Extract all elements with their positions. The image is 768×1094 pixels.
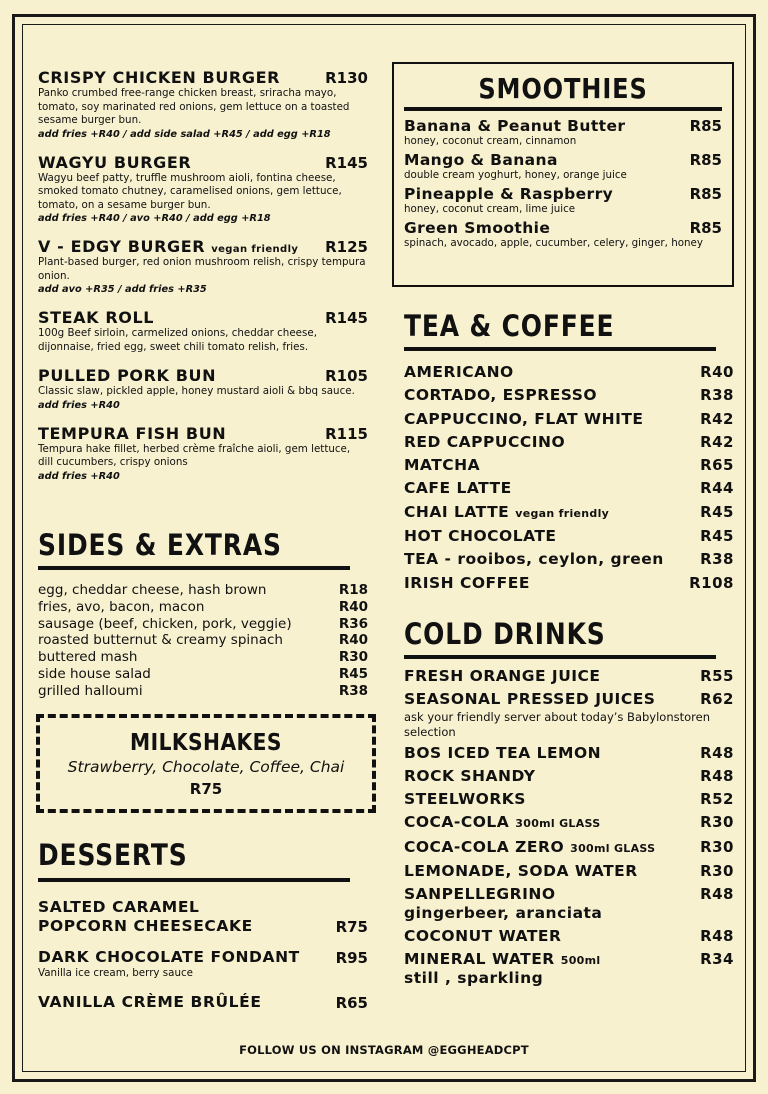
menu-item-title bbox=[38, 424, 226, 443]
menu-item-tag: vegan friendly bbox=[211, 244, 299, 255]
drink-item bbox=[404, 477, 734, 500]
drink-price: R52 bbox=[700, 790, 734, 809]
side-item bbox=[38, 582, 368, 599]
drink-name: IRISH COFFEE bbox=[404, 573, 530, 592]
cold-drinks-list bbox=[404, 665, 734, 987]
tea-coffee-section bbox=[392, 309, 734, 595]
drink-title bbox=[404, 925, 561, 948]
side-item bbox=[38, 649, 368, 666]
menu-item bbox=[38, 68, 368, 141]
menu-item-description: Wagyu beef patty, truffle mushroom aioli, fontina cheese, smoked tomato chutney, caramelised onions, gem lettuce, tomato, on a sesame burger bun. bbox=[38, 171, 342, 211]
drink-price: R108 bbox=[689, 573, 734, 592]
side-item bbox=[38, 616, 368, 633]
menu-item bbox=[38, 237, 368, 296]
desserts-title: DESSERTS bbox=[38, 838, 188, 872]
smoothie-header bbox=[404, 117, 722, 135]
drink-tag: vegan friendly bbox=[515, 506, 610, 520]
drink-item bbox=[404, 811, 734, 835]
drink-title bbox=[404, 765, 535, 788]
drink-item bbox=[404, 501, 734, 525]
menu-item-description: Classic slaw, pickled apple, honey mustard aioli & bbq sauce. bbox=[38, 385, 355, 397]
dessert-item bbox=[38, 993, 368, 1012]
drink-name: AMERICANO bbox=[404, 363, 514, 381]
smoothie-price: R85 bbox=[689, 185, 722, 203]
milkshakes-flavours: Strawberry, Chocolate, Coffee, Chai bbox=[67, 758, 345, 776]
menu-item bbox=[38, 366, 368, 412]
drink-name: BOS ICED TEA LEMON bbox=[404, 743, 602, 762]
smoothie-item bbox=[404, 219, 722, 249]
menu-item-description: Plant-based burger, red onion mushroom relish, crispy tempura onion. bbox=[38, 256, 366, 282]
smoothie-header bbox=[404, 219, 722, 237]
drink-name: MINERAL WATER bbox=[404, 949, 555, 968]
drink-price: R38 bbox=[700, 550, 734, 569]
menu-item-addons: add fries +R40 bbox=[38, 399, 120, 411]
menu-item-addons: add fries +R40 bbox=[38, 470, 120, 482]
drink-price: R42 bbox=[700, 409, 734, 428]
drink-title bbox=[404, 431, 565, 454]
drink-title bbox=[404, 477, 512, 500]
menu-item-description: Tempura hake fillet, herbed crème fraîche aioli, gem lettuce, dill cucumbers, crispy onions bbox=[38, 442, 351, 468]
drink-name: CHAI LATTE bbox=[404, 502, 510, 521]
dessert-name-line: DARK CHOCOLATE FONDANT bbox=[38, 948, 300, 966]
drink-price: R48 bbox=[700, 926, 734, 945]
menu-item-header bbox=[38, 424, 368, 443]
drink-title bbox=[404, 788, 526, 811]
menu-item bbox=[38, 424, 368, 483]
drink-name: COCA-COLA bbox=[404, 813, 510, 832]
desserts-rule bbox=[38, 878, 350, 882]
drink-price: R30 bbox=[700, 862, 734, 881]
menu-item bbox=[38, 153, 368, 226]
drink-note: ask your friendly server about today’s Babylonstoren selection bbox=[404, 709, 710, 739]
menu-item-name: CRISPY CHICKEN BURGER bbox=[38, 68, 281, 87]
drink-title bbox=[404, 525, 557, 548]
dessert-header bbox=[38, 993, 368, 1012]
drink-price: R48 bbox=[700, 766, 734, 785]
milkshakes-price: R75 bbox=[189, 780, 223, 798]
menu-item-header bbox=[38, 153, 368, 172]
drink-title bbox=[404, 361, 514, 384]
footer-prefix: FOLLOW US ON INSTAGRAM bbox=[239, 1043, 428, 1057]
menu-item-price: R105 bbox=[325, 367, 368, 385]
dessert-name-line: POPCORN CHEESECAKE bbox=[38, 917, 253, 935]
drink-title bbox=[404, 548, 664, 571]
smoothie-price: R85 bbox=[689, 117, 722, 135]
dessert-price: R95 bbox=[335, 949, 368, 967]
menu-item-title bbox=[38, 237, 298, 256]
menu-item-addons: add avo +R35 / add fries +R35 bbox=[38, 284, 207, 295]
drink-item bbox=[404, 548, 734, 571]
smoothie-description: honey, coconut cream, lime juice bbox=[404, 203, 576, 215]
drink-title bbox=[404, 572, 530, 595]
dessert-name bbox=[38, 898, 253, 936]
smoothie-item bbox=[404, 185, 722, 215]
menu-item-title bbox=[38, 308, 154, 327]
menu-item-title bbox=[38, 366, 216, 385]
drink-price: R44 bbox=[700, 479, 734, 498]
sides-list bbox=[38, 582, 368, 700]
smoothie-description: spinach, avocado, apple, cucumber, celery, ginger, honey bbox=[404, 237, 703, 249]
menu-item-price: R130 bbox=[325, 69, 368, 87]
drink-item bbox=[404, 384, 734, 407]
instagram-handle[interactable]: @EGGHEADCPT bbox=[427, 1043, 529, 1057]
drink-name: FRESH ORANGE JUICE bbox=[404, 666, 601, 685]
drink-title bbox=[404, 836, 655, 860]
side-item-name: egg, cheddar cheese, hash brown bbox=[38, 582, 267, 598]
smoothie-name: Pineapple & Raspberry bbox=[404, 185, 614, 203]
drink-title bbox=[404, 811, 601, 835]
menu-item-price: R145 bbox=[325, 153, 368, 172]
drink-title bbox=[404, 408, 644, 431]
menu-item-header bbox=[38, 308, 368, 327]
drink-title bbox=[404, 384, 597, 407]
milkshakes-box bbox=[36, 714, 376, 813]
smoothies-list bbox=[404, 117, 722, 249]
drink-name: CAFE LATTE bbox=[404, 479, 512, 498]
sides-title: SIDES & EXTRAS bbox=[38, 528, 282, 562]
drink-name: CAPPUCCINO, FLAT WHITE bbox=[404, 409, 644, 428]
dessert-name bbox=[38, 948, 300, 967]
drink-title bbox=[404, 860, 638, 883]
menu-item-name: TEMPURA FISH BUN bbox=[38, 423, 227, 443]
tea-coffee-list bbox=[404, 361, 734, 595]
menu-item-title bbox=[38, 68, 280, 87]
drink-variants: gingerbeer, aranciata bbox=[404, 903, 603, 922]
drink-title bbox=[404, 665, 601, 688]
drink-name: ROCK SHANDY bbox=[404, 766, 536, 785]
tea-coffee-rule bbox=[404, 347, 716, 351]
drink-tag: 500ml bbox=[560, 953, 601, 967]
drink-item bbox=[404, 454, 734, 477]
dessert-item bbox=[38, 948, 368, 981]
drink-item bbox=[404, 836, 734, 860]
drinks-column bbox=[392, 62, 734, 990]
menu-item-name: V - EDGY BURGER bbox=[38, 237, 206, 256]
side-item-price: R40 bbox=[338, 598, 368, 615]
smoothie-item bbox=[404, 151, 722, 181]
drink-title bbox=[404, 501, 609, 525]
smoothie-description: honey, coconut cream, cinnamon bbox=[404, 135, 577, 147]
menu-item bbox=[38, 308, 368, 354]
drink-item bbox=[404, 788, 734, 811]
drink-name: HOT CHOCOLATE bbox=[404, 527, 557, 546]
menu-item-name: WAGYU BURGER bbox=[38, 152, 192, 172]
desserts-section bbox=[38, 838, 368, 1024]
dessert-price: R65 bbox=[335, 993, 368, 1012]
side-item bbox=[38, 632, 368, 649]
mains-column bbox=[38, 68, 368, 495]
menu-item-addons: add fries +R40 / add side salad +R45 / add egg +R18 bbox=[38, 128, 331, 140]
menu-item-header bbox=[38, 237, 368, 256]
drink-name: TEA - rooibos, ceylon, green bbox=[404, 550, 664, 569]
drink-price: R42 bbox=[700, 432, 734, 451]
drink-name: RED CAPPUCCINO bbox=[404, 432, 566, 451]
drink-price: R65 bbox=[700, 456, 734, 475]
menu-item-header bbox=[38, 68, 368, 87]
drink-title bbox=[404, 688, 655, 711]
drink-item bbox=[404, 408, 734, 431]
drink-item bbox=[404, 742, 734, 765]
dessert-header bbox=[38, 898, 368, 936]
drink-price: R30 bbox=[700, 813, 734, 832]
smoothie-description: double cream yoghurt, honey, orange juice bbox=[404, 169, 627, 181]
drink-tag: 300ml GLASS bbox=[515, 817, 601, 831]
menu-item-name: STEAK ROLL bbox=[38, 308, 155, 327]
footer-instagram bbox=[0, 1043, 768, 1057]
dessert-name bbox=[38, 993, 262, 1012]
drink-item bbox=[404, 688, 734, 711]
drink-price: R45 bbox=[700, 527, 734, 546]
drink-name: CORTADO, ESPRESSO bbox=[404, 386, 598, 405]
cold-drinks-section bbox=[392, 617, 734, 987]
menu-item-description: 100g Beef sirloin, carmelized onions, cheddar cheese, dijonnaise, fried egg, sweet chili tomato relish, fries. bbox=[38, 327, 317, 353]
drink-name: COCA-COLA ZERO bbox=[404, 837, 565, 856]
drink-item bbox=[404, 525, 734, 548]
drink-item bbox=[404, 431, 734, 454]
side-item bbox=[38, 599, 368, 616]
side-item-price: R40 bbox=[338, 632, 368, 649]
drink-name: LEMONADE, SODA WATER bbox=[404, 862, 638, 881]
dessert-header bbox=[38, 948, 368, 967]
side-item-name: roasted butternut & creamy spinach bbox=[38, 632, 283, 649]
side-item-price: R45 bbox=[338, 665, 368, 682]
side-item-name: buttered mash bbox=[38, 649, 138, 666]
smoothies-rule bbox=[404, 107, 722, 111]
side-item-name: fries, avo, bacon, macon bbox=[38, 598, 205, 615]
smoothie-name: Green Smoothie bbox=[404, 219, 551, 237]
side-item-name: side house salad bbox=[38, 665, 151, 682]
drink-price: R34 bbox=[700, 949, 734, 968]
drink-title bbox=[404, 454, 480, 477]
smoothie-header bbox=[404, 185, 722, 203]
dessert-item bbox=[38, 898, 368, 936]
drink-name: COCONUT WATER bbox=[404, 926, 562, 945]
drink-variants: still , sparkling bbox=[404, 969, 544, 988]
drink-item bbox=[404, 665, 734, 688]
menu-item-description: Panko crumbed free-range chicken breast, sriracha mayo, tomato, soy marinated red onions, gem lettuce on a toasted sesame burger bun. bbox=[38, 87, 350, 126]
drink-price: R30 bbox=[700, 837, 734, 856]
drink-price: R55 bbox=[700, 666, 734, 685]
milkshakes-title: MILKSHAKES bbox=[130, 730, 282, 756]
tea-coffee-title: TEA & COFFEE bbox=[404, 309, 615, 343]
drink-price: R48 bbox=[700, 885, 734, 904]
side-item-price: R38 bbox=[338, 682, 368, 699]
drink-item bbox=[404, 765, 734, 788]
side-item bbox=[38, 666, 368, 683]
sides-section bbox=[38, 528, 368, 700]
drink-name: MATCHA bbox=[404, 456, 481, 475]
cold-drinks-rule bbox=[404, 655, 716, 659]
side-item bbox=[38, 683, 368, 700]
smoothies-title: SMOOTHIES bbox=[478, 72, 648, 105]
smoothie-name: Banana & Peanut Butter bbox=[404, 117, 626, 135]
sides-rule bbox=[38, 566, 350, 570]
drink-name: SEASONAL PRESSED JUICES bbox=[404, 690, 656, 709]
drink-title bbox=[404, 742, 601, 765]
drink-item bbox=[404, 860, 734, 883]
drink-name: SANPELLEGRINO bbox=[404, 885, 556, 904]
menu-item-addons: add fries +R40 / avo +R40 / add egg +R18 bbox=[38, 213, 271, 224]
side-item-price: R30 bbox=[338, 649, 368, 666]
dessert-name-line: SALTED CARAMEL bbox=[38, 898, 200, 916]
smoothie-price: R85 bbox=[689, 219, 722, 237]
drink-item bbox=[404, 361, 734, 384]
drink-item bbox=[404, 925, 734, 948]
drink-price: R45 bbox=[700, 502, 734, 521]
dessert-description: Vanilla ice cream, berry sauce bbox=[38, 967, 193, 979]
menu-item-header bbox=[38, 366, 368, 385]
drink-price: R48 bbox=[700, 743, 734, 762]
drink-item bbox=[404, 572, 734, 595]
side-item-price: R36 bbox=[338, 615, 368, 632]
menu-item-name: PULLED PORK BUN bbox=[38, 366, 217, 385]
menu-item-price: R145 bbox=[325, 309, 368, 327]
side-item-name: grilled halloumi bbox=[38, 682, 143, 699]
side-item-price: R18 bbox=[338, 582, 368, 598]
desserts-list bbox=[38, 898, 368, 1012]
dessert-name-line: VANILLA CRÈME BRÛLÉE bbox=[38, 992, 262, 1011]
smoothie-header bbox=[404, 151, 722, 169]
drink-price: R62 bbox=[700, 690, 734, 709]
menu-item-price: R125 bbox=[325, 238, 368, 256]
cold-drinks-title: COLD DRINKS bbox=[404, 616, 606, 651]
drink-price: R40 bbox=[700, 363, 734, 381]
side-item-name: sausage (beef, chicken, pork, veggie) bbox=[38, 615, 292, 632]
smoothie-price: R85 bbox=[689, 151, 722, 169]
dessert-price: R75 bbox=[335, 918, 368, 936]
smoothie-name: Mango & Banana bbox=[404, 151, 558, 169]
drink-name: STEELWORKS bbox=[404, 790, 526, 809]
smoothies-box bbox=[392, 62, 734, 287]
smoothie-item bbox=[404, 117, 722, 147]
menu-item-price: R115 bbox=[325, 424, 368, 443]
drink-tag: 300ml GLASS bbox=[570, 841, 656, 855]
menu-item-title bbox=[38, 153, 191, 172]
drink-price: R38 bbox=[700, 386, 734, 405]
